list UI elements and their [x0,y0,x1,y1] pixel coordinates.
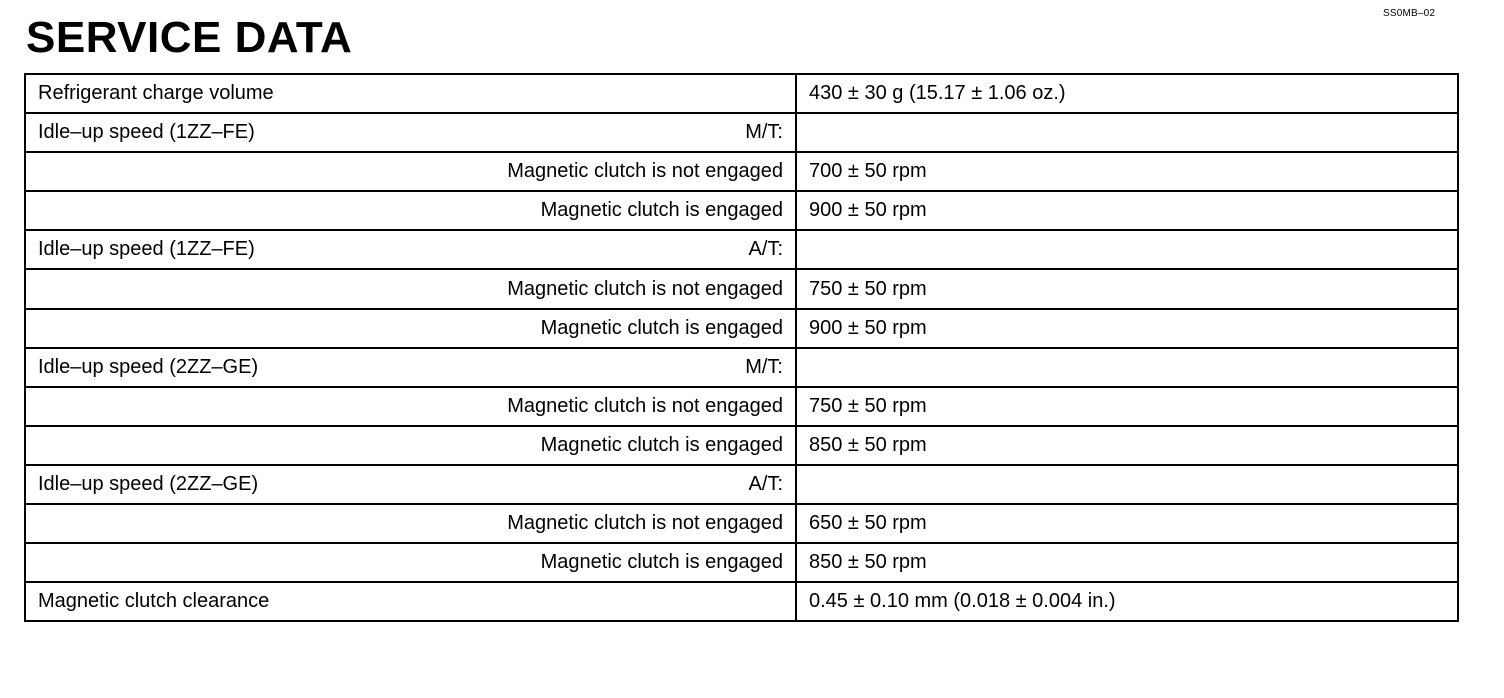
table-row [25,113,1458,152]
spec-value: 850 ± 50 rpm [796,426,1458,465]
service-data-table [24,73,1459,622]
spec-label: Idle–up speed (2ZZ–GE) [38,355,259,378]
spec-value: 650 ± 50 rpm [796,504,1458,543]
spec-value [796,113,1458,152]
spec-sublabel: Magnetic clutch is engaged [25,309,796,348]
spec-value: 430 ± 30 g (15.17 ± 1.06 oz.) [796,74,1458,113]
spec-label-cell [25,113,796,152]
spec-sublabel: Magnetic clutch is engaged [25,426,796,465]
transmission-qualifier: A/T: [748,472,783,495]
table-row [25,309,1458,348]
transmission-qualifier: M/T: [745,355,783,378]
spec-value: 700 ± 50 rpm [796,152,1458,191]
spec-value [796,348,1458,387]
spec-value: 900 ± 50 rpm [796,309,1458,348]
spec-sublabel: Magnetic clutch is engaged [25,191,796,230]
spec-label: Idle–up speed (1ZZ–FE) [38,238,255,261]
table-row [25,582,1458,621]
table-row [25,74,1458,113]
spec-label-cell [25,230,796,269]
table-row [25,543,1458,582]
transmission-qualifier: A/T: [748,238,783,261]
spec-label-cell [25,465,796,504]
spec-label: Idle–up speed (1ZZ–FE) [38,121,255,144]
spec-sublabel: Magnetic clutch is engaged [25,543,796,582]
spec-value: 750 ± 50 rpm [796,387,1458,426]
table-row [25,191,1458,230]
spec-value [796,465,1458,504]
page-title: SERVICE DATA [26,13,353,62]
table-row [25,465,1458,504]
spec-value: 0.45 ± 0.10 mm (0.018 ± 0.004 in.) [796,582,1458,621]
spec-label: Idle–up speed (2ZZ–GE) [38,472,259,495]
table-row [25,348,1458,387]
spec-sublabel: Magnetic clutch is not engaged [25,504,796,543]
table-row [25,152,1458,191]
table-row [25,387,1458,426]
transmission-qualifier: M/T: [745,121,783,144]
spec-label: Refrigerant charge volume [25,74,796,113]
spec-label: Magnetic clutch clearance [25,582,796,621]
table-row [25,504,1458,543]
spec-sublabel: Magnetic clutch is not engaged [25,269,796,308]
spec-value [796,230,1458,269]
document-code: SS0MB–02 [1383,8,1436,19]
table-row [25,426,1458,465]
table-row [25,230,1458,269]
spec-value: 900 ± 50 rpm [796,191,1458,230]
spec-value: 750 ± 50 rpm [796,269,1458,308]
spec-sublabel: Magnetic clutch is not engaged [25,152,796,191]
table-row [25,269,1458,308]
spec-label-cell [25,348,796,387]
spec-value: 850 ± 50 rpm [796,543,1458,582]
spec-sublabel: Magnetic clutch is not engaged [25,387,796,426]
